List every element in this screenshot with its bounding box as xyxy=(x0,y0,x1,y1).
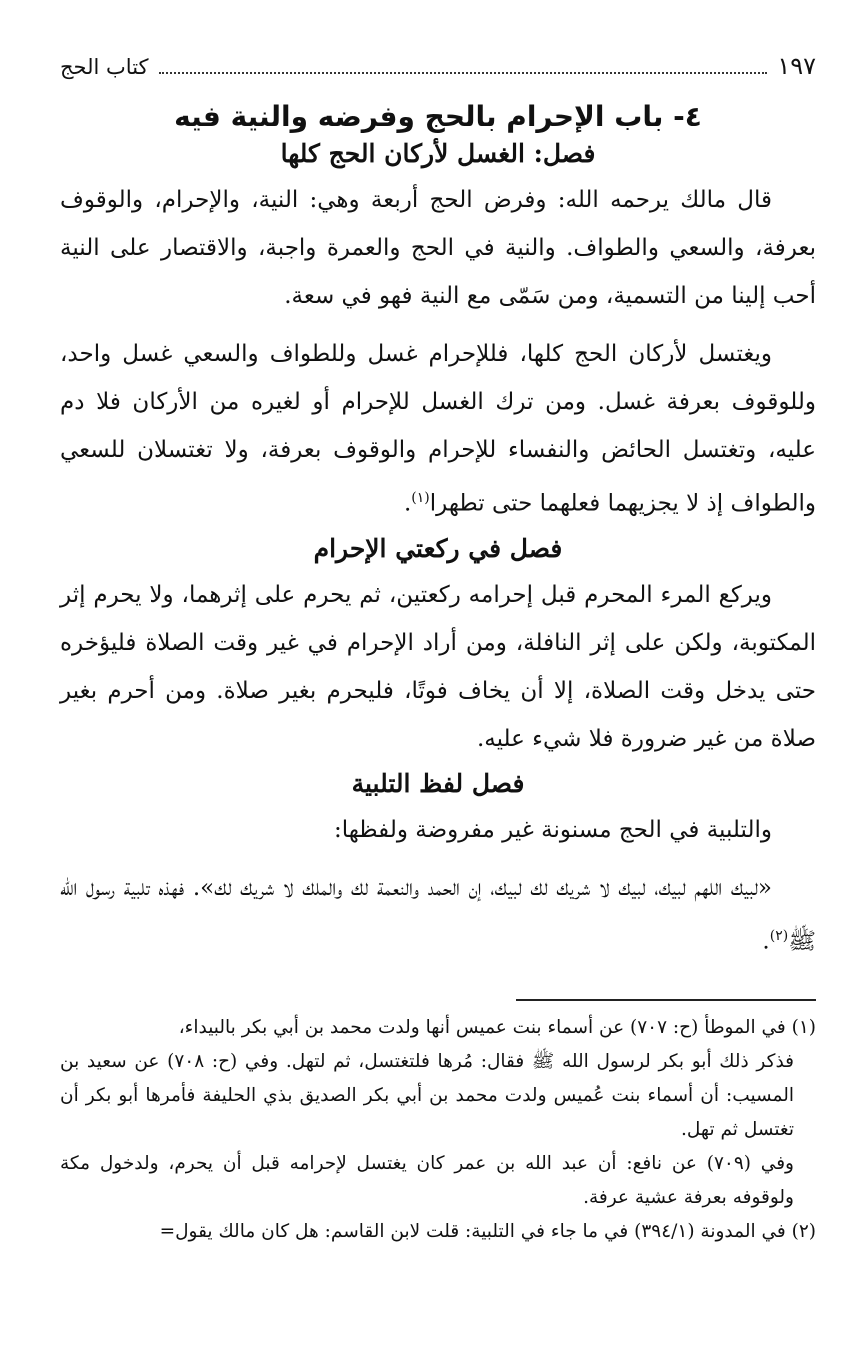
page-number: ١٩٧ xyxy=(777,52,816,80)
section-heading-ghusl: فصل: الغسل لأركان الحج كلها xyxy=(280,139,596,168)
paragraph-text: «لبيك اللهم لبيك، لبيك لا شريك لك لبيك، إن الحمد والنعمة لك والملك لا شريك لك». فهذه تلبية رسول الله ﷺ xyxy=(60,874,816,955)
section-heading-rakatayn: فصل في ركعتي الإحرام xyxy=(313,533,563,563)
paragraph xyxy=(60,864,816,966)
footnote-continuation: فذكر ذلك أبو بكر لرسول الله ﷺ فقال: مُرها فلتغتسل، ثم لتهل. وفي (ح: ٧٠٨) عن سعيد بن المسيب: أن أسماء بنت عُميس ولدت محمد بن أبي بكر الصديق بذي الحليفة فأمرها أبو بكر أن تغتسل ثم تهل. xyxy=(60,1051,794,1141)
paragraph-end: . xyxy=(403,490,412,517)
paragraph: قال مالك يرحمه الله: وفرض الحج أربعة وهي: النية، والإحرام، والوقوف بعرفة، والسعي والطواف. والنية في الحج والعمرة واجبة، والاقتصار على النية أحب إلينا من التسمية، ومن سَمّى مع النية فهو في سعة. xyxy=(60,187,816,309)
footnote-continuation: وفي (٧٠٩) عن نافع: أن عبد الله بن عمر كان يغتسل لإحرامه قبل أن يحرم، ولدخول مكة ولوقوفه بعرفة عشية عرفة. xyxy=(60,1153,794,1209)
footnote-ref-1[interactable]: (١) xyxy=(411,490,430,506)
footnote-ref-2[interactable]: (٢) xyxy=(769,927,789,944)
paragraph: والتلبية في الحج مسنونة غير مفروضة ولفظها: xyxy=(333,816,772,843)
footnote-1-extra xyxy=(60,1147,816,1215)
footnote-2 xyxy=(60,1215,816,1249)
running-header xyxy=(60,52,816,92)
footnote-lead: (٢) في المدونة (٣٩٤/١) في ما جاء في التلبية: قلت لابن القاسم: هل كان مالك يقول= xyxy=(159,1221,816,1243)
dot-leader xyxy=(159,71,768,74)
footnote-1 xyxy=(60,1011,816,1147)
chapter-title: ٤- باب الإحرام بالحج وفرضه والنية فيه xyxy=(174,100,702,133)
paragraph-end: . xyxy=(762,928,770,955)
paragraph xyxy=(60,330,816,528)
section-heading-talbiya: فصل لفظ التلبية xyxy=(351,768,525,798)
footnote-lead: (١) في الموطأ (ح: ٧٠٧) عن أسماء بنت عميس أنها ولدت محمد بن أبي بكر بالبيداء، xyxy=(178,1017,816,1039)
book-title: كتاب الحج xyxy=(60,55,149,79)
footnote-separator xyxy=(516,999,816,1001)
paragraph: ويركع المرء المحرم قبل إحرامه ركعتين، ثم يحرم على إثرهما، ولا يحرم إثر المكتوبة، ولكن على إثر النافلة، ومن أراد الإحرام في غير وقت الصلاة فليؤخره حتى يدخل وقت الصلاة، إلا أن يخاف فوتًا، فليحرم بغير صلاة. ومن أحرم بغير صلاة من غير ضرورة فلا شيء عليه. xyxy=(60,581,816,752)
paragraph-text: ويغتسل لأركان الحج كلها، فللإحرام غسل وللطواف والسعي غسل واحد، وللوقوف بعرفة غسل. ومن ترك الغسل للإحرام أو لغيره من الأركان فلا دم عليه، وتغتسل الحائض والنفساء للإحرام والوقوف بعرفة، ولا تغتسلان للسعي والطواف إذ لا يجزيهما فعلهما حتى تطهرا xyxy=(60,341,816,517)
